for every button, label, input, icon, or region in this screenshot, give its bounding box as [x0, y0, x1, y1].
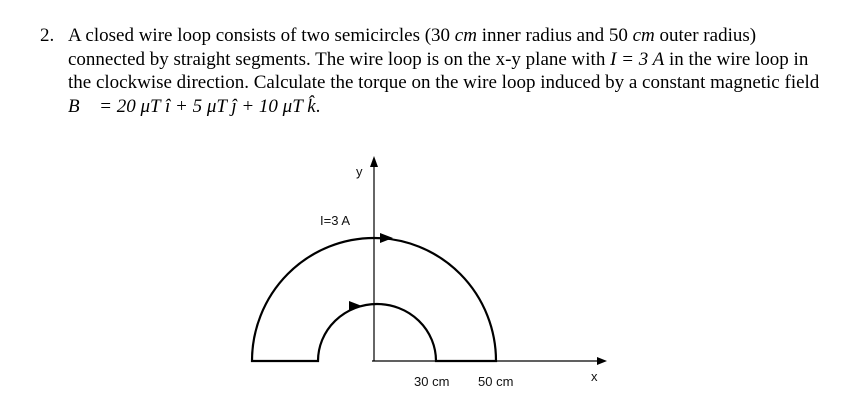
problem-text-part2: inner radius and 50 [476, 25, 633, 46]
current-label: I=3 A [320, 213, 350, 228]
x-axis-arrowhead [597, 357, 607, 365]
problem-text-end: . [315, 95, 321, 117]
unit-cm-inner: cm [454, 25, 477, 46]
problem-number: 2. [40, 25, 55, 46]
inner-current-arrow [349, 301, 362, 311]
unit-cm-outer: cm [632, 25, 655, 46]
x-axis-label: x [591, 369, 598, 384]
problem-text-part3: outer radius) connected by straight segments. The wire loop is on the x-y plane with [68, 25, 757, 70]
y-axis-label: y [356, 164, 363, 179]
magnetic-field-expression: B⃗ = 20 μT î + 5 μT ĵ + 10 μT k̂ [68, 95, 316, 117]
outer-current-arrow [380, 233, 393, 243]
problem-text-part4: in the wire loop in the clockwise direction. Calculate the torque on the wire loop induced by a constant magnetic field [68, 48, 820, 93]
outer-radius-label: 50 cm [478, 374, 514, 389]
inner-radius-label: 30 cm [414, 374, 450, 389]
y-axis-arrowhead [370, 156, 378, 167]
problem-text-part1: A closed wire loop consists of two semicircles (30 [68, 25, 455, 46]
current-expression: I = 3 A [610, 48, 665, 70]
